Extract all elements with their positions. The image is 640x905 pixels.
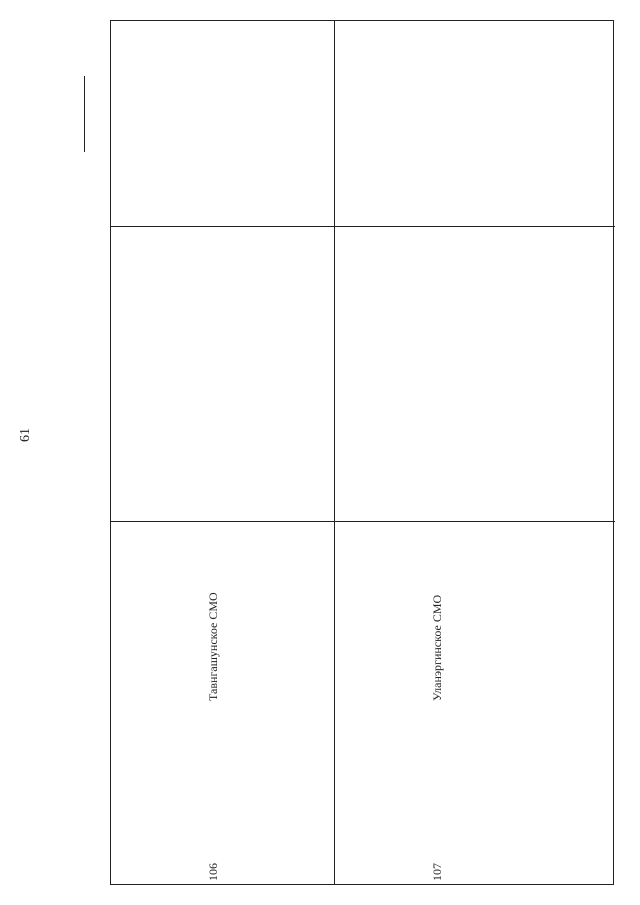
cell-divider [335,226,615,227]
row-number: 107 [430,863,444,881]
row-name: Уланэргинское СМО [430,594,444,701]
header-rule [84,76,85,152]
table-row [111,21,335,884]
cell-divider [111,521,334,522]
row-name: Тавнгашунское СМО [206,592,220,701]
cell-divider [111,226,334,227]
row-number: 106 [206,863,220,881]
page-number: 61 [18,428,33,442]
data-table [110,20,614,885]
table-row [335,21,615,884]
cell-divider [335,521,615,522]
